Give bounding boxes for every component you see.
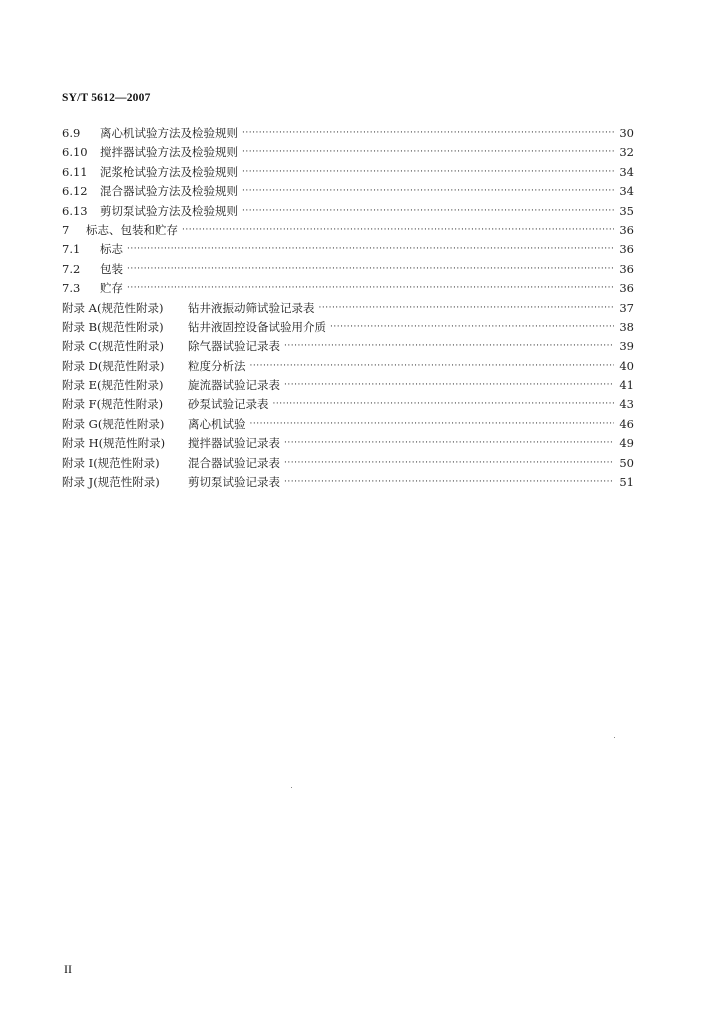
toc-entry-number: 附录 J(规范性附录) — [62, 475, 160, 490]
toc-dot-leader — [284, 473, 614, 492]
toc-entry-number: 7.3 — [62, 281, 81, 296]
toc-entry-number: 6.12 — [62, 184, 88, 199]
toc-entry-number: 7.1 — [62, 242, 81, 257]
toc-entry-title: 剪切泵试验记录表 — [188, 475, 280, 490]
toc-entry-page: 39 — [619, 339, 634, 354]
toc-entry-number: 附录 B(规范性附录) — [62, 319, 164, 334]
toc-dot-leader — [242, 202, 614, 221]
toc-entry-title: 贮存 — [100, 281, 123, 296]
toc-entry[interactable] — [62, 415, 634, 434]
toc-dot-leader — [284, 434, 614, 453]
scan-speck — [291, 787, 292, 788]
scan-speck — [614, 737, 615, 738]
toc-dot-leader — [250, 415, 615, 434]
toc-entry-page: 30 — [619, 126, 634, 140]
toc-entry-number: 6.11 — [62, 164, 88, 179]
toc-entry-title: 混合器试验方法及检验规则 — [100, 184, 238, 199]
toc-dot-leader — [284, 376, 614, 395]
toc-entry[interactable] — [62, 182, 634, 201]
toc-entry-number: 附录 I(规范性附录) — [62, 455, 160, 470]
toc-dot-leader — [242, 124, 614, 143]
toc-entry[interactable] — [62, 454, 634, 473]
toc-entry-page: 49 — [619, 436, 634, 451]
toc-entry[interactable] — [62, 434, 634, 453]
toc-entry[interactable] — [62, 473, 634, 492]
toc-entry-page: 38 — [619, 319, 634, 334]
toc-entry-page: 50 — [619, 455, 634, 470]
toc-entry-title: 钻井液固控设备试验用介质 — [188, 319, 326, 334]
toc-entry[interactable] — [62, 337, 634, 356]
toc-entry-page: 36 — [619, 261, 634, 276]
toc-entry-page: 46 — [619, 416, 634, 431]
toc-dot-leader — [250, 357, 615, 376]
toc-entry[interactable] — [62, 240, 634, 259]
toc-dot-leader — [330, 318, 614, 337]
toc-entry-page: 36 — [619, 222, 634, 237]
toc-entry[interactable] — [62, 202, 634, 221]
toc-entry[interactable] — [62, 163, 634, 182]
toc-entry-title: 混合器试验记录表 — [188, 455, 280, 470]
toc-entry[interactable] — [62, 143, 634, 162]
toc-entry-page: 51 — [619, 475, 634, 490]
toc-entry-page: 34 — [619, 164, 634, 179]
toc-entry-number: 附录 G(规范性附录) — [62, 416, 165, 431]
toc-dot-leader — [127, 260, 614, 279]
toc-entry-title: 钻井液振动筛试验记录表 — [188, 300, 315, 315]
toc-entry-title: 离心机试验 — [188, 416, 246, 431]
toc-entry-page: 40 — [619, 358, 634, 373]
toc-entry-title: 除气器试验记录表 — [188, 339, 280, 354]
toc-entry-page: 41 — [619, 378, 634, 393]
toc-entry-number: 6.10 — [62, 145, 88, 160]
toc-entry[interactable] — [62, 357, 634, 376]
page-number: II — [64, 962, 72, 976]
toc-entry-title: 搅拌器试验记录表 — [188, 436, 280, 451]
toc-entry-page: 34 — [619, 184, 634, 199]
toc-entry-number: 附录 F(规范性附录) — [62, 397, 164, 412]
toc-entry[interactable] — [62, 395, 634, 414]
toc-entry-title: 剪切泵试验方法及检验规则 — [100, 203, 238, 218]
toc-entry[interactable] — [62, 299, 634, 318]
toc-entry-page: 32 — [619, 145, 634, 160]
toc-entry-number: 附录 A(规范性附录) — [62, 300, 164, 315]
table-of-contents — [62, 124, 634, 492]
toc-entry-title: 砂泵试验记录表 — [188, 397, 269, 412]
toc-entry-number: 附录 C(规范性附录) — [62, 339, 164, 354]
toc-dot-leader — [284, 454, 614, 473]
toc-dot-leader — [127, 240, 614, 259]
toc-dot-leader — [273, 395, 615, 414]
toc-entry[interactable] — [62, 221, 634, 240]
toc-entry-number: 6.13 — [62, 203, 88, 218]
toc-entry-title: 搅拌器试验方法及检验规则 — [100, 145, 238, 160]
toc-entry-number: 附录 H(规范性附录) — [62, 436, 166, 451]
toc-entry-number: 6.9 — [62, 126, 81, 140]
toc-entry-title: 标志 — [100, 242, 123, 257]
toc-dot-leader — [242, 163, 614, 182]
toc-entry-number: 附录 E(规范性附录) — [62, 378, 164, 393]
toc-entry-number: 7 — [62, 222, 70, 237]
toc-entry-title: 离心机试验方法及检验规则 — [100, 126, 238, 140]
toc-dot-leader — [284, 337, 614, 356]
toc-entry[interactable] — [62, 318, 634, 337]
toc-entry[interactable] — [62, 279, 634, 298]
toc-entry-title: 包装 — [100, 261, 123, 276]
toc-entry-page: 36 — [619, 242, 634, 257]
toc-dot-leader — [242, 182, 614, 201]
toc-entry-page: 35 — [619, 203, 634, 218]
toc-entry-number: 附录 D(规范性附录) — [62, 358, 165, 373]
toc-entry-number: 7.2 — [62, 261, 81, 276]
toc-dot-leader — [319, 299, 615, 318]
toc-dot-leader — [242, 143, 614, 162]
toc-dot-leader — [127, 279, 614, 298]
toc-entry-title: 粒度分析法 — [188, 358, 246, 373]
toc-entry-title: 标志、包装和贮存 — [86, 222, 178, 237]
toc-entry-page: 36 — [619, 281, 634, 296]
toc-entry[interactable] — [62, 260, 634, 279]
toc-entry-page: 37 — [619, 300, 634, 315]
standard-code: SY/T 5612—2007 — [62, 92, 151, 104]
toc-dot-leader — [182, 221, 614, 240]
toc-entry-page: 43 — [619, 397, 634, 412]
toc-entry-title: 旋流器试验记录表 — [188, 378, 280, 393]
toc-entry[interactable] — [62, 124, 634, 143]
toc-entry-title: 泥浆枪试验方法及检验规则 — [100, 164, 238, 179]
toc-entry[interactable] — [62, 376, 634, 395]
